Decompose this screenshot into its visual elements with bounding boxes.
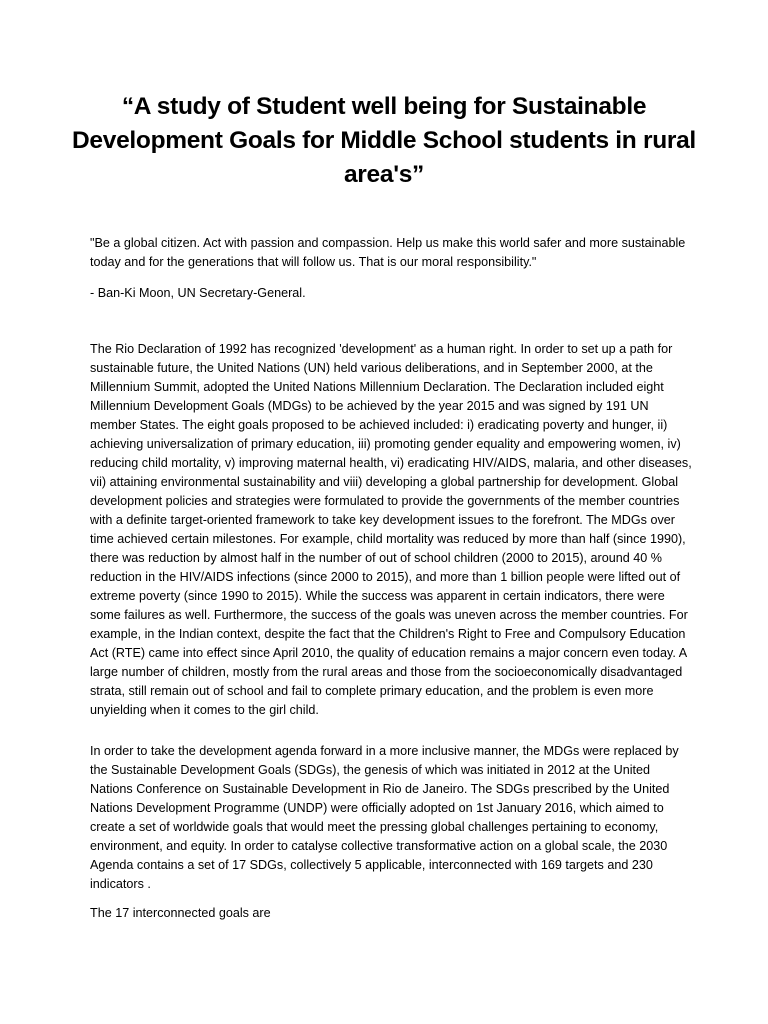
quote-attribution: - Ban-Ki Moon, UN Secretary-General. <box>90 286 306 300</box>
body-paragraph: The 17 interconnected goals are <box>90 906 271 920</box>
body-paragraph: The Rio Declaration of 1992 has recognized 'development' as a human right. In order to set up a path for sustainable future, the United Nations (UN) held various deliberations, and in September 2000, at the Millennium Summit, adopted the United Nations Millennium Declaration. The Declaration included eight Millennium Development Goals (MDGs) to be achieved by the year 2015 and was signed by 191 UN member States. The eight goals proposed to be achieved included: i) eradicating poverty and hunger, ii) achieving universalization of primary education, iii) promoting gender equality and empowering women, iv) reducing child mortality, v) improving maternal health, vi) eradicating HIV/AIDS, malaria, and other diseases, vii) attaining environmental sustainability and viii) developing a global partnership for development. Global development policies and strategies were formulated to provide the governments of the member countries with a definite target-oriented framework to take key development issues to the forefront. The MDGs over time achieved certain milestones. For example, child mortality was reduced by more than half (since 1990), there was reduction by almost half in the number of out of school children (2000 to 2015), around 40 % reduction in the HIV/AIDS infections (since 2000 to 2015), and more than 1 billion people were lifted out of extreme poverty (since 1990 to 2015). While the success was apparent in certain indicators, there were some failures as well. Furthermore, the success of the goals was uneven across the member countries. For example, in the Indian context, despite the fact that the Children's Right to Free and Compulsory Education Act (RTE) came into effect since April 2010, the quality of education remains a major concern even today. A large number of children, mostly from the rural areas and those from the socioeconomically disadvantaged strata, still remain out of school and fail to complete primary education, and the problem is even more unyielding when it comes to the girl child. <box>90 342 692 717</box>
document-title: “A study of Student well being for Sustainable Development Goals for Middle School students in rural area's” <box>72 93 696 188</box>
body-paragraph: In order to take the development agenda forward in a more inclusive manner, the MDGs were replaced by the Sustainable Development Goals (SDGs), the genesis of which was initiated in 2012 at the United Nations Conference on Sustainable Development in Rio de Janeiro. The SDGs prescribed by the United Nations Development Programme (UNDP) were officially adopted on 1st January 2016, which aimed to create a set of worldwide goals that would meet the pressing global challenges pertaining to economy, environment, and equity. In order to catalyse collective transformative action on a global scale, the 2030 Agenda contains a set of 17 SDGs, collectively 5 applicable, interconnected with 169 targets and 230 indicators . <box>90 744 679 891</box>
epigraph-quote: "Be a global citizen. Act with passion and compassion. Help us make this world safer and more sustainable today and for the generations that will follow us. That is our moral responsibility." <box>90 236 686 269</box>
